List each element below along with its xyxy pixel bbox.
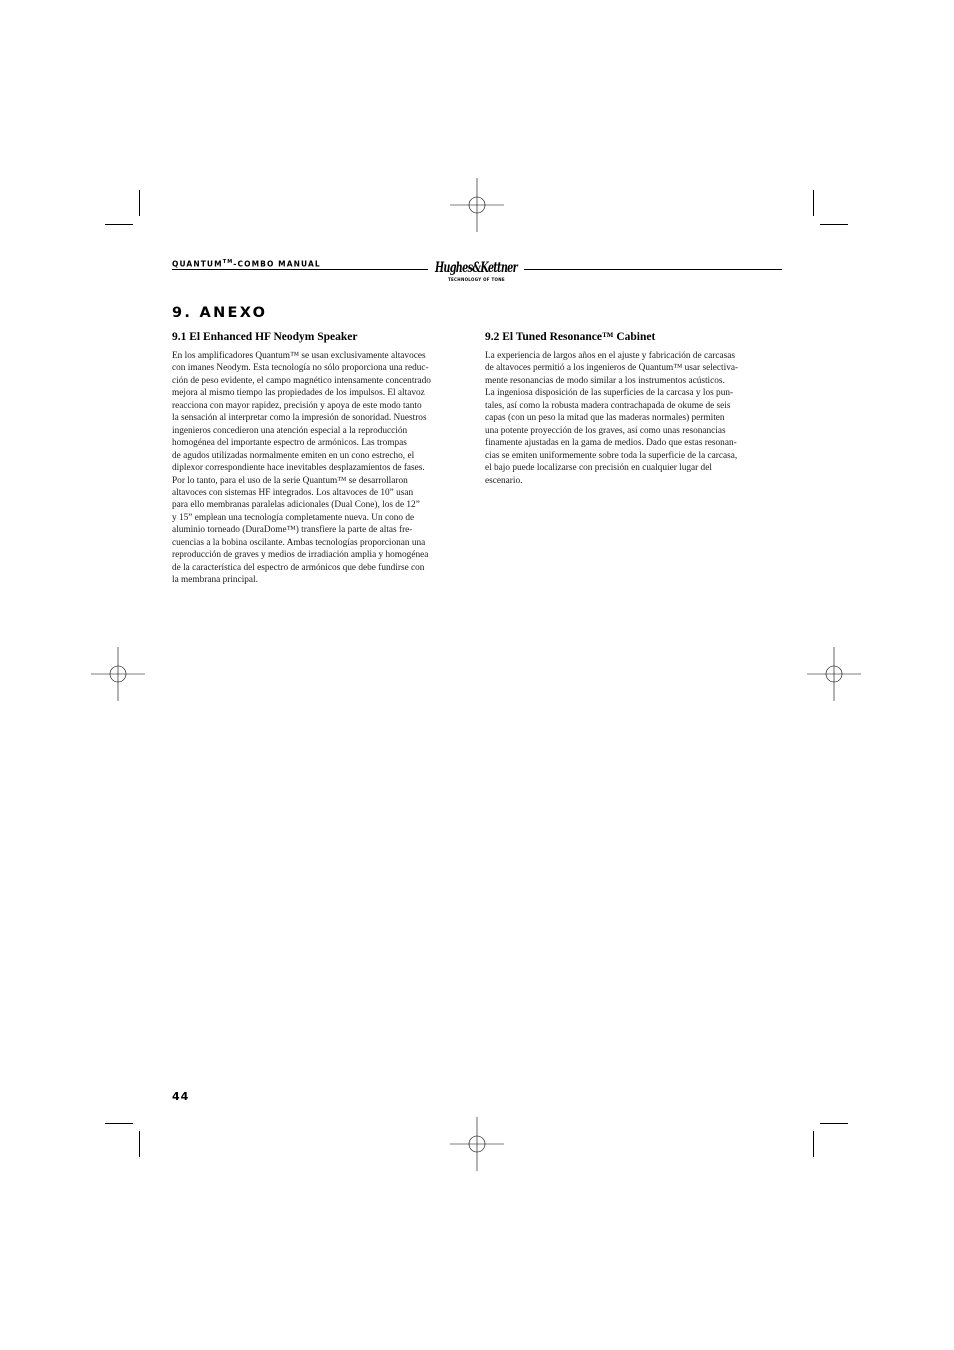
text-line: cuencias a la bobina oscilante. Ambas tecnologías proporcionan una xyxy=(172,537,426,548)
body-text xyxy=(485,350,785,487)
trademark-symbol: TM xyxy=(222,259,234,265)
crop-mark xyxy=(820,1123,848,1124)
registration-mark-left xyxy=(91,647,145,701)
text-line: reproducción de graves y medios de irradiación amplia y homogénea xyxy=(172,550,429,561)
text-line: reacciona con mayor rapidez, precisión y apoya de este modo tanto xyxy=(172,400,422,411)
page-number: 44 xyxy=(172,1090,190,1103)
text-line: finamente ajustadas en la gama de medios. Dado que estas resonan- xyxy=(485,438,737,449)
text-line: la sensación al interpretar como la impresión de sonoridad. Nuestros xyxy=(172,413,427,424)
text-line: mente resonancias de modo similar a los instrumentos acústicos. xyxy=(485,375,725,386)
manual-title: QUANTUM™-COMBO MANUAL xyxy=(172,259,321,269)
text-line: una potente proyección de los graves, así como unas resonancias xyxy=(485,425,726,436)
crop-mark xyxy=(813,1131,814,1157)
text-line: aluminio torneado (DuraDome™) transfiere la parte de altas fre- xyxy=(172,525,413,536)
text-line: para ello membranas paralelas adicionales (Dual Cone), los de 12” xyxy=(172,500,420,511)
registration-mark-right xyxy=(807,647,861,701)
text-line: de agudos utilizadas normalmente emiten en un cono estrecho, el xyxy=(172,450,415,461)
header-rule-left xyxy=(172,269,428,270)
text-line: En los amplificadores Quantum™ se usan exclusivamente altavoces xyxy=(172,351,426,361)
text-line: Por lo tanto, para el uso de la serie Quantum™ se desarrollaron xyxy=(172,475,408,486)
registration-mark-top xyxy=(450,178,504,232)
column-left xyxy=(172,330,472,587)
text-line: tales, así como la robusta madera contrachapada de okume de seis xyxy=(485,400,731,411)
subsection-heading: 9.1 El Enhanced HF Neodym Speaker xyxy=(172,331,358,343)
text-line: de la característica del espectro de armónicos que debe fundirse con xyxy=(172,562,425,573)
body-text xyxy=(172,350,472,587)
brand-logo xyxy=(434,254,520,284)
crop-mark xyxy=(139,1131,140,1157)
text-line: altavoces con sistemas HF integrados. Los altavoces de 10” usan xyxy=(172,487,414,498)
logo-tagline: TECHNOLOGY OF TONE xyxy=(448,277,505,282)
crop-mark xyxy=(813,190,814,216)
section-title: 9. ANEXO xyxy=(172,305,268,321)
column-right xyxy=(485,330,785,487)
text-line: capas (con un peso la mitad que las maderas normales) permiten xyxy=(485,413,725,424)
text-line: ción de peso evidente, el campo magnético intensamente concentrado xyxy=(172,375,431,386)
subsection-heading: 9.2 El Tuned Resonance™ Cabinet xyxy=(485,331,656,343)
text-line: mejora al mismo tiempo las propiedades de los impulsos. El altavoz xyxy=(172,388,425,399)
text-line: y 15” emplean una tecnología completamente nueva. Un cono de xyxy=(172,512,415,523)
crop-mark xyxy=(820,224,848,225)
text-line: con imanes Neodym. Esta tecnología no sólo proporciona una reduc- xyxy=(172,363,429,374)
text-line: ingenieros concedieron una atención especial a la reproducción xyxy=(172,425,408,436)
crop-mark xyxy=(139,190,140,216)
logo-script: Hughes&Kettner xyxy=(434,260,519,276)
text-line: La ingeniosa disposición de las superficies de la carcasa y los pun- xyxy=(485,388,734,399)
header-rule-right xyxy=(524,269,782,270)
text-line: La experiencia de largos años en el ajuste y fabricación de carcasas xyxy=(485,351,735,361)
crop-mark xyxy=(105,1123,133,1124)
text-line: diplexor correspondiente hace inevitables desplazamientos de fases. xyxy=(172,463,425,474)
registration-mark-bottom xyxy=(450,1117,504,1171)
text-line: el bajo puede localizarse con precisión en cualquier lugar del xyxy=(485,463,712,474)
crop-mark xyxy=(105,224,133,225)
text-line: homogénea del importante espectro de armónicos. Las trompas xyxy=(172,438,407,449)
text-line: cias se emiten uniformemente sobre toda la superficie de la carcasa, xyxy=(485,450,738,461)
text-line: escenario. xyxy=(485,475,523,486)
text-line: la membrana principal. xyxy=(172,575,258,586)
text-line: de altavoces permitió a los ingenieros de Quantum™ usar selectiva- xyxy=(485,363,739,374)
